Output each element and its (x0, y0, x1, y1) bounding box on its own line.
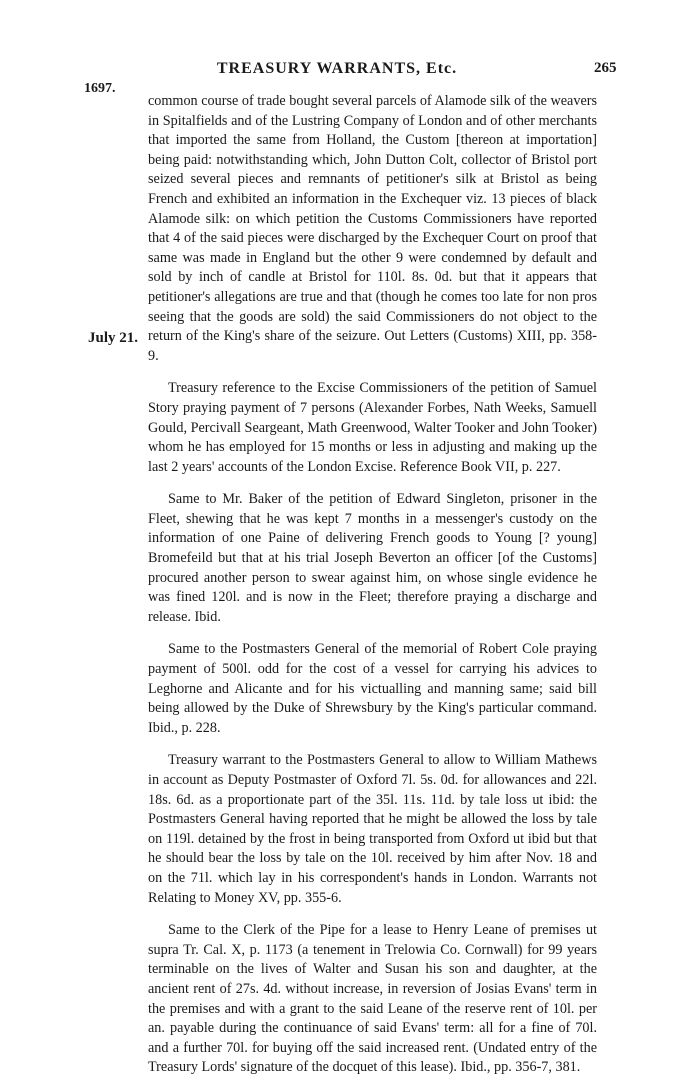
paragraph-singleton-petition: Same to Mr. Baker of the petition of Edward Singleton, prisoner in the Fleet, shewing that he was kept 7 months in a messenger's custody on the information of one Paine of delivering French goods to Young [? young] Bromefeild but that at his trial Joseph Beverton an officer [of the Customs] procured another person to swear against him, on whose single evidence he was fined 120l. and is now in the Fleet; therefore praying a discharge and release. Ibid. (148, 491, 597, 625)
running-header-title: TREASURY WARRANTS, Etc. (216, 60, 458, 77)
paragraph-leane-lease: Same to the Clerk of the Pipe for a lease to Henry Leane of premises ut supra Tr. Cal. X, p. 1173 (a tenement in Trelowia Co. Cornwall) for 99 years terminable on the lives of Walter and Susan his son and daughter, at the ancient rent of 27s. 4d. without increase, in reversion of Josias Evans' term in the premises and with a grant to the said Leane of the reserve rent of 10l. per an. payable during the continuance of said Evans' term: all for a fine of 70l. and a further 70l. for buying off the said increased rent. (Undated entry of the Treasury Lords' signature of the docquet of this lease). Ibid., pp. 356-7, 381. (148, 922, 597, 1076)
paragraph-alamode-silk: common course of trade bought several parcels of Alamode silk of the weavers in Spitalfields and of the Lustring Company of London and of other merchants that imported the same from Holland, the Custom [thereon at importation] being paid: notwithstanding which, John Dutton Colt, collector of Bristol port seized several pieces and remnants of petitioner's silk at Bristol as being French and exhibited an information in the Exchequer viz. 13 pieces of black Alamode silk: on which petition the Customs Commissioners have reported that 4 of the said pieces were discharged by the Exchequer Court on proof that same was made in England but the other 9 were condemned by default and sold by inch of candle at Bristol for 110l. 8s. 0d. but that it appears that petitioner's allegations are true and that (though he comes too late for non pros seeing that the goods are sold) the said Commissioners do not object to the return of the King's share of the seizure. Out Letters (Customs) XIII, pp. 358-9. (148, 93, 597, 364)
page-number: 265 (594, 60, 617, 76)
paragraph-mathews-warrant: Treasury warrant to the Postmasters General to allow to William Mathews in account as Deputy Postmaster of Oxford 7l. 5s. 0d. for allowances and 22l. 18s. 6d. as a proportionate part of the 35l. 11s. 11d. by tale loss ut ibid: the Postmasters General having reported that he might be allowed the loss by tale on 119l. detained by the frost in being transported from Oxford ut ibid but that he should bear the loss by tale on the 10l. received by him after Nov. 18 and on the 71l. which lay in his correspondent's hands in London. Warrants not Relating to Money XV, pp. 355-6. (148, 752, 597, 906)
year-marginal-note: 1697. (84, 81, 116, 96)
paragraph-story-petition: Treasury reference to the Excise Commissioners of the petition of Samuel Story praying payment of 7 persons (Alexander Forbes, Nath Weeks, Samuell Gould, Percivall Seargeant, Math Greenwood, Walter Tooker and John Tooker) whom he has employed for 15 months or less in adjusting and making up the last 2 years' accounts of the London Excise. Reference Book VII, p. 227. (148, 380, 597, 475)
paragraph-cole-memorial: Same to the Postmasters General of the memorial of Robert Cole praying payment of 500l. odd for the cost of a vessel for carrying his advices to Leghorne and Alicante and for his victualling and manning same; said bill being allowed by the Duke of Shrewsbury by the King's particular command. Ibid., p. 228. (148, 641, 597, 736)
document-body (148, 92, 597, 1091)
margin-date: July 21. (88, 330, 139, 346)
